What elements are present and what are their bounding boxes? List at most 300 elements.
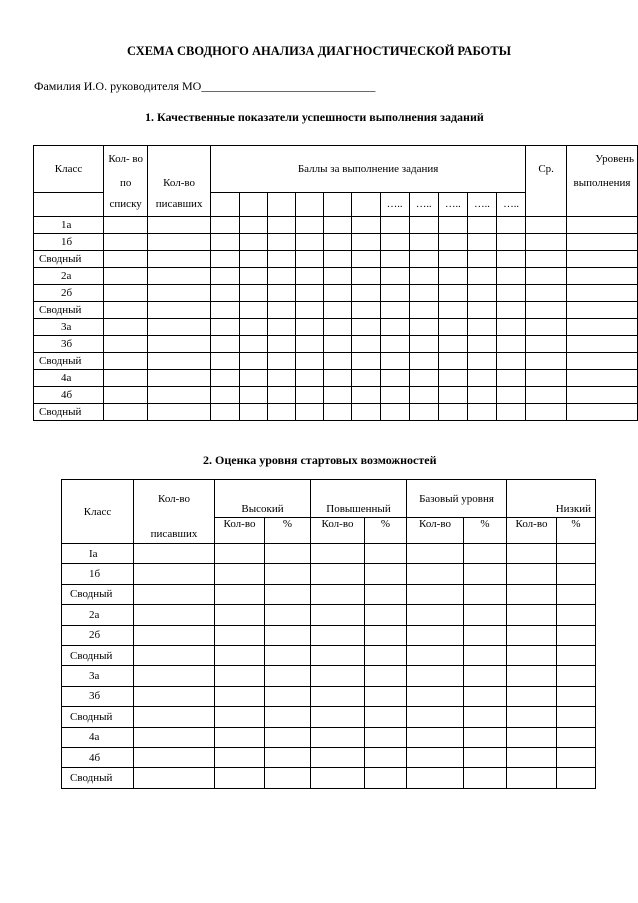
empty-cell[interactable]	[467, 387, 496, 404]
empty-cell[interactable]	[409, 387, 438, 404]
empty-cell[interactable]	[265, 768, 311, 788]
empty-cell[interactable]	[352, 285, 380, 302]
empty-cell[interactable]	[311, 768, 365, 788]
empty-cell[interactable]	[464, 768, 507, 788]
empty-cell[interactable]	[210, 336, 239, 353]
empty-cell[interactable]	[311, 727, 365, 747]
empty-cell[interactable]	[507, 727, 557, 747]
empty-cell[interactable]	[507, 707, 557, 727]
empty-cell[interactable]	[215, 584, 265, 604]
empty-cell[interactable]	[365, 686, 407, 706]
empty-cell[interactable]	[507, 584, 557, 604]
empty-cell[interactable]	[497, 319, 526, 336]
empty-cell[interactable]	[507, 666, 557, 686]
empty-cell[interactable]	[210, 251, 239, 268]
empty-cell[interactable]	[311, 686, 365, 706]
empty-cell[interactable]	[567, 353, 638, 370]
empty-cell[interactable]	[265, 564, 311, 584]
empty-cell[interactable]	[134, 707, 215, 727]
empty-cell[interactable]	[296, 353, 324, 370]
empty-cell[interactable]	[507, 768, 557, 788]
empty-cell[interactable]	[380, 370, 409, 387]
empty-cell[interactable]	[409, 234, 438, 251]
empty-cell[interactable]	[557, 686, 596, 706]
empty-cell[interactable]	[265, 666, 311, 686]
empty-cell[interactable]	[239, 319, 267, 336]
empty-cell[interactable]	[265, 544, 311, 564]
empty-cell[interactable]	[365, 584, 407, 604]
empty-cell[interactable]	[210, 302, 239, 319]
empty-cell[interactable]	[268, 319, 296, 336]
empty-cell[interactable]	[557, 564, 596, 584]
header-wrote-count: Кол-во	[148, 173, 211, 193]
empty-cell[interactable]	[409, 404, 438, 421]
empty-cell[interactable]	[210, 319, 239, 336]
empty-cell[interactable]	[296, 217, 324, 234]
empty-cell[interactable]	[268, 387, 296, 404]
empty-cell[interactable]	[380, 268, 409, 285]
empty-cell[interactable]	[311, 564, 365, 584]
empty-cell[interactable]	[380, 234, 409, 251]
empty-cell[interactable]	[526, 285, 567, 302]
empty-cell[interactable]	[296, 404, 324, 421]
empty-cell[interactable]	[409, 217, 438, 234]
empty-cell[interactable]	[380, 336, 409, 353]
header-wrote-count: Кол-во	[134, 480, 215, 518]
empty-cell[interactable]	[296, 336, 324, 353]
empty-cell[interactable]	[239, 387, 267, 404]
empty-cell[interactable]	[497, 285, 526, 302]
empty-cell[interactable]	[268, 353, 296, 370]
empty-cell[interactable]	[239, 353, 267, 370]
empty-cell[interactable]	[311, 707, 365, 727]
empty-cell[interactable]	[324, 370, 352, 387]
empty-cell[interactable]	[467, 336, 496, 353]
empty-cell[interactable]	[104, 336, 148, 353]
empty-cell[interactable]	[409, 268, 438, 285]
empty-cell[interactable]	[526, 387, 567, 404]
empty-cell[interactable]	[104, 387, 148, 404]
table-row	[62, 625, 596, 645]
empty-cell[interactable]	[380, 387, 409, 404]
empty-cell[interactable]	[438, 268, 467, 285]
empty-cell[interactable]	[352, 387, 380, 404]
empty-cell[interactable]	[467, 370, 496, 387]
empty-cell[interactable]	[526, 234, 567, 251]
empty-cell[interactable]	[464, 747, 507, 767]
empty-cell[interactable]	[497, 404, 526, 421]
empty-cell[interactable]	[265, 605, 311, 625]
empty-cell[interactable]	[210, 404, 239, 421]
empty-cell[interactable]	[215, 768, 265, 788]
empty-cell[interactable]	[104, 353, 148, 370]
empty-cell[interactable]	[438, 234, 467, 251]
empty-cell[interactable]	[148, 387, 211, 404]
empty-cell[interactable]	[134, 645, 215, 665]
empty-cell[interactable]	[148, 336, 211, 353]
empty-cell[interactable]	[438, 353, 467, 370]
empty-cell[interactable]	[265, 645, 311, 665]
subheader-percent: %	[365, 518, 407, 544]
empty-cell[interactable]	[507, 645, 557, 665]
empty-cell[interactable]	[365, 564, 407, 584]
empty-cell[interactable]	[557, 747, 596, 767]
empty-cell[interactable]	[526, 319, 567, 336]
start-level-table-body	[62, 544, 596, 789]
empty-cell[interactable]	[296, 285, 324, 302]
empty-cell[interactable]	[134, 686, 215, 706]
empty-cell[interactable]	[148, 285, 211, 302]
empty-cell[interactable]	[507, 605, 557, 625]
subheader-count: Кол-во	[507, 518, 557, 544]
empty-cell[interactable]	[296, 234, 324, 251]
empty-cell[interactable]	[324, 353, 352, 370]
empty-cell[interactable]	[365, 727, 407, 747]
empty-cell[interactable]	[148, 370, 211, 387]
task-success-table: Класс Кол- во Баллы за выполнение задания Ср. Уровень по Кол-во выполнения списку писавших ….. ….. ….. ….. ….. 1а 1б Сводный 2а 2б Сводный 3а 3б Сводный 4а 4б Сводный	[33, 145, 638, 421]
empty-cell[interactable]	[497, 387, 526, 404]
empty-cell[interactable]	[409, 336, 438, 353]
empty-cell[interactable]	[265, 707, 311, 727]
empty-cell[interactable]	[239, 404, 267, 421]
empty-cell[interactable]	[407, 564, 464, 584]
empty-cell[interactable]	[104, 404, 148, 421]
empty-cell[interactable]	[365, 768, 407, 788]
empty-cell[interactable]	[268, 302, 296, 319]
empty-cell[interactable]	[148, 404, 211, 421]
empty-cell[interactable]	[215, 686, 265, 706]
empty-cell[interactable]	[215, 727, 265, 747]
empty-cell[interactable]	[265, 686, 311, 706]
empty-cell[interactable]	[526, 217, 567, 234]
empty-cell[interactable]	[464, 666, 507, 686]
empty-cell[interactable]	[104, 234, 148, 251]
empty-cell[interactable]	[148, 251, 211, 268]
empty-cell[interactable]	[311, 747, 365, 767]
empty-cell[interactable]	[438, 404, 467, 421]
header-level: Уровень	[567, 146, 638, 173]
empty-cell[interactable]	[311, 625, 365, 645]
empty-cell[interactable]	[268, 217, 296, 234]
empty-cell[interactable]	[210, 234, 239, 251]
empty-cell[interactable]	[467, 251, 496, 268]
empty-cell[interactable]	[365, 544, 407, 564]
empty-cell[interactable]	[467, 302, 496, 319]
empty-cell[interactable]	[526, 302, 567, 319]
empty-cell[interactable]	[567, 319, 638, 336]
empty-cell[interactable]	[268, 370, 296, 387]
empty-cell[interactable]	[380, 353, 409, 370]
empty-cell[interactable]	[407, 666, 464, 686]
empty-cell[interactable]	[526, 404, 567, 421]
empty-cell[interactable]	[268, 251, 296, 268]
empty-cell[interactable]	[324, 404, 352, 421]
empty-cell[interactable]	[380, 302, 409, 319]
empty-cell[interactable]	[464, 584, 507, 604]
empty-cell[interactable]	[239, 217, 267, 234]
empty-cell[interactable]	[239, 302, 267, 319]
empty-cell[interactable]	[324, 251, 352, 268]
empty-cell[interactable]	[438, 251, 467, 268]
empty-cell[interactable]	[324, 268, 352, 285]
empty-cell[interactable]	[526, 268, 567, 285]
empty-cell[interactable]	[134, 747, 215, 767]
empty-cell[interactable]	[239, 268, 267, 285]
empty-cell[interactable]	[215, 666, 265, 686]
empty-cell[interactable]	[104, 319, 148, 336]
empty-cell[interactable]	[567, 404, 638, 421]
empty-cell[interactable]	[148, 353, 211, 370]
empty-cell[interactable]	[365, 747, 407, 767]
empty-cell[interactable]	[407, 686, 464, 706]
empty-cell[interactable]	[567, 336, 638, 353]
empty-cell[interactable]	[134, 605, 215, 625]
empty-cell[interactable]	[215, 564, 265, 584]
empty-cell[interactable]	[438, 217, 467, 234]
empty-cell[interactable]	[464, 707, 507, 727]
empty-cell[interactable]	[464, 686, 507, 706]
empty-cell[interactable]	[324, 336, 352, 353]
empty-cell[interactable]	[296, 370, 324, 387]
empty-cell[interactable]	[567, 268, 638, 285]
empty-cell[interactable]	[409, 319, 438, 336]
empty-cell[interactable]	[296, 268, 324, 285]
empty-cell[interactable]	[104, 285, 148, 302]
table-row	[62, 707, 596, 727]
empty-cell[interactable]	[409, 353, 438, 370]
empty-cell[interactable]	[324, 302, 352, 319]
empty-cell[interactable]	[104, 217, 148, 234]
empty-cell[interactable]	[352, 302, 380, 319]
empty-cell[interactable]	[210, 285, 239, 302]
empty-cell[interactable]	[365, 645, 407, 665]
empty-cell[interactable]	[380, 404, 409, 421]
empty-cell[interactable]	[497, 370, 526, 387]
empty-cell[interactable]	[407, 584, 464, 604]
empty-cell[interactable]	[104, 268, 148, 285]
empty-cell[interactable]	[365, 605, 407, 625]
empty-cell[interactable]	[265, 584, 311, 604]
empty-cell[interactable]	[464, 544, 507, 564]
empty-cell[interactable]	[210, 370, 239, 387]
empty-cell[interactable]	[409, 370, 438, 387]
empty-cell[interactable]	[467, 285, 496, 302]
empty-cell[interactable]	[407, 727, 464, 747]
empty-cell[interactable]	[507, 747, 557, 767]
empty-cell[interactable]	[352, 217, 380, 234]
task-column-placeholder: …..	[409, 193, 438, 217]
empty-cell[interactable]	[365, 625, 407, 645]
empty-cell[interactable]	[265, 625, 311, 645]
empty-cell[interactable]	[526, 370, 567, 387]
empty-cell[interactable]	[215, 605, 265, 625]
empty-cell[interactable]	[497, 336, 526, 353]
empty-cell[interactable]	[464, 625, 507, 645]
empty-cell[interactable]	[268, 268, 296, 285]
empty-cell[interactable]	[557, 727, 596, 747]
empty-cell[interactable]	[557, 666, 596, 686]
empty-cell[interactable]	[324, 387, 352, 404]
empty-cell[interactable]	[497, 251, 526, 268]
empty-cell[interactable]	[215, 544, 265, 564]
empty-cell[interactable]	[438, 285, 467, 302]
empty-cell[interactable]	[467, 353, 496, 370]
empty-cell[interactable]	[407, 768, 464, 788]
empty-cell[interactable]	[557, 645, 596, 665]
empty-cell[interactable]	[467, 268, 496, 285]
empty-cell[interactable]	[311, 584, 365, 604]
empty-cell[interactable]	[380, 319, 409, 336]
empty-cell[interactable]	[311, 544, 365, 564]
empty-cell[interactable]	[567, 217, 638, 234]
empty-cell[interactable]	[409, 251, 438, 268]
empty-cell[interactable]	[352, 234, 380, 251]
empty-cell[interactable]	[352, 370, 380, 387]
empty-cell[interactable]	[567, 370, 638, 387]
empty-cell[interactable]	[265, 747, 311, 767]
empty-cell[interactable]	[134, 544, 215, 564]
empty-cell[interactable]	[324, 217, 352, 234]
empty-cell[interactable]	[497, 353, 526, 370]
empty-cell[interactable]	[239, 251, 267, 268]
empty-cell[interactable]	[324, 319, 352, 336]
empty-cell[interactable]	[567, 234, 638, 251]
empty-cell[interactable]	[507, 625, 557, 645]
empty-cell[interactable]	[380, 217, 409, 234]
empty-cell[interactable]	[239, 336, 267, 353]
empty-cell[interactable]	[311, 666, 365, 686]
empty-cell[interactable]	[148, 268, 211, 285]
empty-cell[interactable]	[407, 707, 464, 727]
empty-cell[interactable]	[557, 707, 596, 727]
empty-cell[interactable]	[497, 302, 526, 319]
empty-cell[interactable]	[148, 217, 211, 234]
empty-cell[interactable]	[407, 625, 464, 645]
empty-cell[interactable]	[148, 319, 211, 336]
empty-cell[interactable]	[239, 370, 267, 387]
empty-cell[interactable]	[557, 625, 596, 645]
empty-cell[interactable]	[467, 404, 496, 421]
empty-cell[interactable]	[104, 302, 148, 319]
empty-cell[interactable]	[497, 217, 526, 234]
empty-cell[interactable]	[409, 302, 438, 319]
empty-cell[interactable]	[134, 727, 215, 747]
empty-cell[interactable]	[557, 584, 596, 604]
empty-cell[interactable]	[526, 251, 567, 268]
class-label: 3б	[34, 336, 104, 353]
empty-cell[interactable]	[567, 251, 638, 268]
empty-cell[interactable]	[467, 217, 496, 234]
empty-cell[interactable]	[464, 727, 507, 747]
empty-cell[interactable]	[438, 302, 467, 319]
empty-cell[interactable]	[104, 251, 148, 268]
empty-cell[interactable]	[239, 234, 267, 251]
empty-cell[interactable]	[526, 353, 567, 370]
empty-cell[interactable]	[210, 353, 239, 370]
empty-cell[interactable]	[215, 747, 265, 767]
empty-cell[interactable]	[210, 268, 239, 285]
empty-cell[interactable]	[104, 370, 148, 387]
empty-cell[interactable]	[438, 387, 467, 404]
empty-cell[interactable]	[507, 544, 557, 564]
empty-cell[interactable]	[507, 564, 557, 584]
empty-cell[interactable]	[407, 544, 464, 564]
empty-cell[interactable]	[567, 285, 638, 302]
empty-cell[interactable]	[268, 336, 296, 353]
empty-cell[interactable]	[215, 645, 265, 665]
empty-cell[interactable]	[311, 605, 365, 625]
empty-cell[interactable]	[148, 302, 211, 319]
empty-cell[interactable]	[296, 387, 324, 404]
empty-cell[interactable]	[380, 285, 409, 302]
empty-cell[interactable]	[467, 234, 496, 251]
empty-cell[interactable]	[352, 251, 380, 268]
empty-cell[interactable]	[134, 666, 215, 686]
empty-cell[interactable]	[352, 336, 380, 353]
empty-cell[interactable]	[557, 768, 596, 788]
header-low-level: Низкий	[507, 480, 596, 518]
empty-cell[interactable]	[380, 251, 409, 268]
empty-cell[interactable]	[438, 319, 467, 336]
empty-cell[interactable]	[296, 319, 324, 336]
empty-cell[interactable]	[215, 707, 265, 727]
empty-cell[interactable]	[464, 645, 507, 665]
empty-cell[interactable]	[438, 370, 467, 387]
empty-cell[interactable]	[352, 268, 380, 285]
empty-cell[interactable]	[407, 747, 464, 767]
empty-cell[interactable]	[497, 234, 526, 251]
empty-cell[interactable]	[268, 404, 296, 421]
empty-cell[interactable]	[311, 645, 365, 665]
empty-cell[interactable]	[365, 707, 407, 727]
empty-cell[interactable]	[467, 319, 496, 336]
empty-cell[interactable]	[352, 353, 380, 370]
empty-cell[interactable]	[210, 217, 239, 234]
empty-cell[interactable]	[268, 285, 296, 302]
empty-cell[interactable]	[268, 234, 296, 251]
empty-cell[interactable]	[567, 302, 638, 319]
empty-cell[interactable]	[464, 605, 507, 625]
empty-cell[interactable]	[210, 387, 239, 404]
empty-cell[interactable]	[296, 302, 324, 319]
empty-cell[interactable]	[265, 727, 311, 747]
empty-cell[interactable]	[134, 768, 215, 788]
empty-cell[interactable]	[407, 645, 464, 665]
empty-cell[interactable]	[507, 686, 557, 706]
empty-cell[interactable]	[239, 285, 267, 302]
empty-cell[interactable]	[526, 336, 567, 353]
empty-cell[interactable]	[409, 285, 438, 302]
empty-cell[interactable]	[134, 564, 215, 584]
empty-cell[interactable]	[464, 564, 507, 584]
empty-cell[interactable]	[567, 387, 638, 404]
empty-cell[interactable]	[365, 666, 407, 686]
empty-cell[interactable]	[407, 605, 464, 625]
empty-cell[interactable]	[557, 605, 596, 625]
empty-cell[interactable]	[557, 544, 596, 564]
empty-cell[interactable]	[352, 404, 380, 421]
empty-cell[interactable]	[497, 268, 526, 285]
empty-cell[interactable]	[352, 319, 380, 336]
empty-cell[interactable]	[296, 251, 324, 268]
empty-cell[interactable]	[438, 336, 467, 353]
empty-cell[interactable]	[148, 234, 211, 251]
empty-cell[interactable]	[324, 234, 352, 251]
empty-cell[interactable]	[324, 285, 352, 302]
empty-cell[interactable]	[134, 584, 215, 604]
empty-cell[interactable]	[215, 625, 265, 645]
empty-cell[interactable]	[134, 625, 215, 645]
